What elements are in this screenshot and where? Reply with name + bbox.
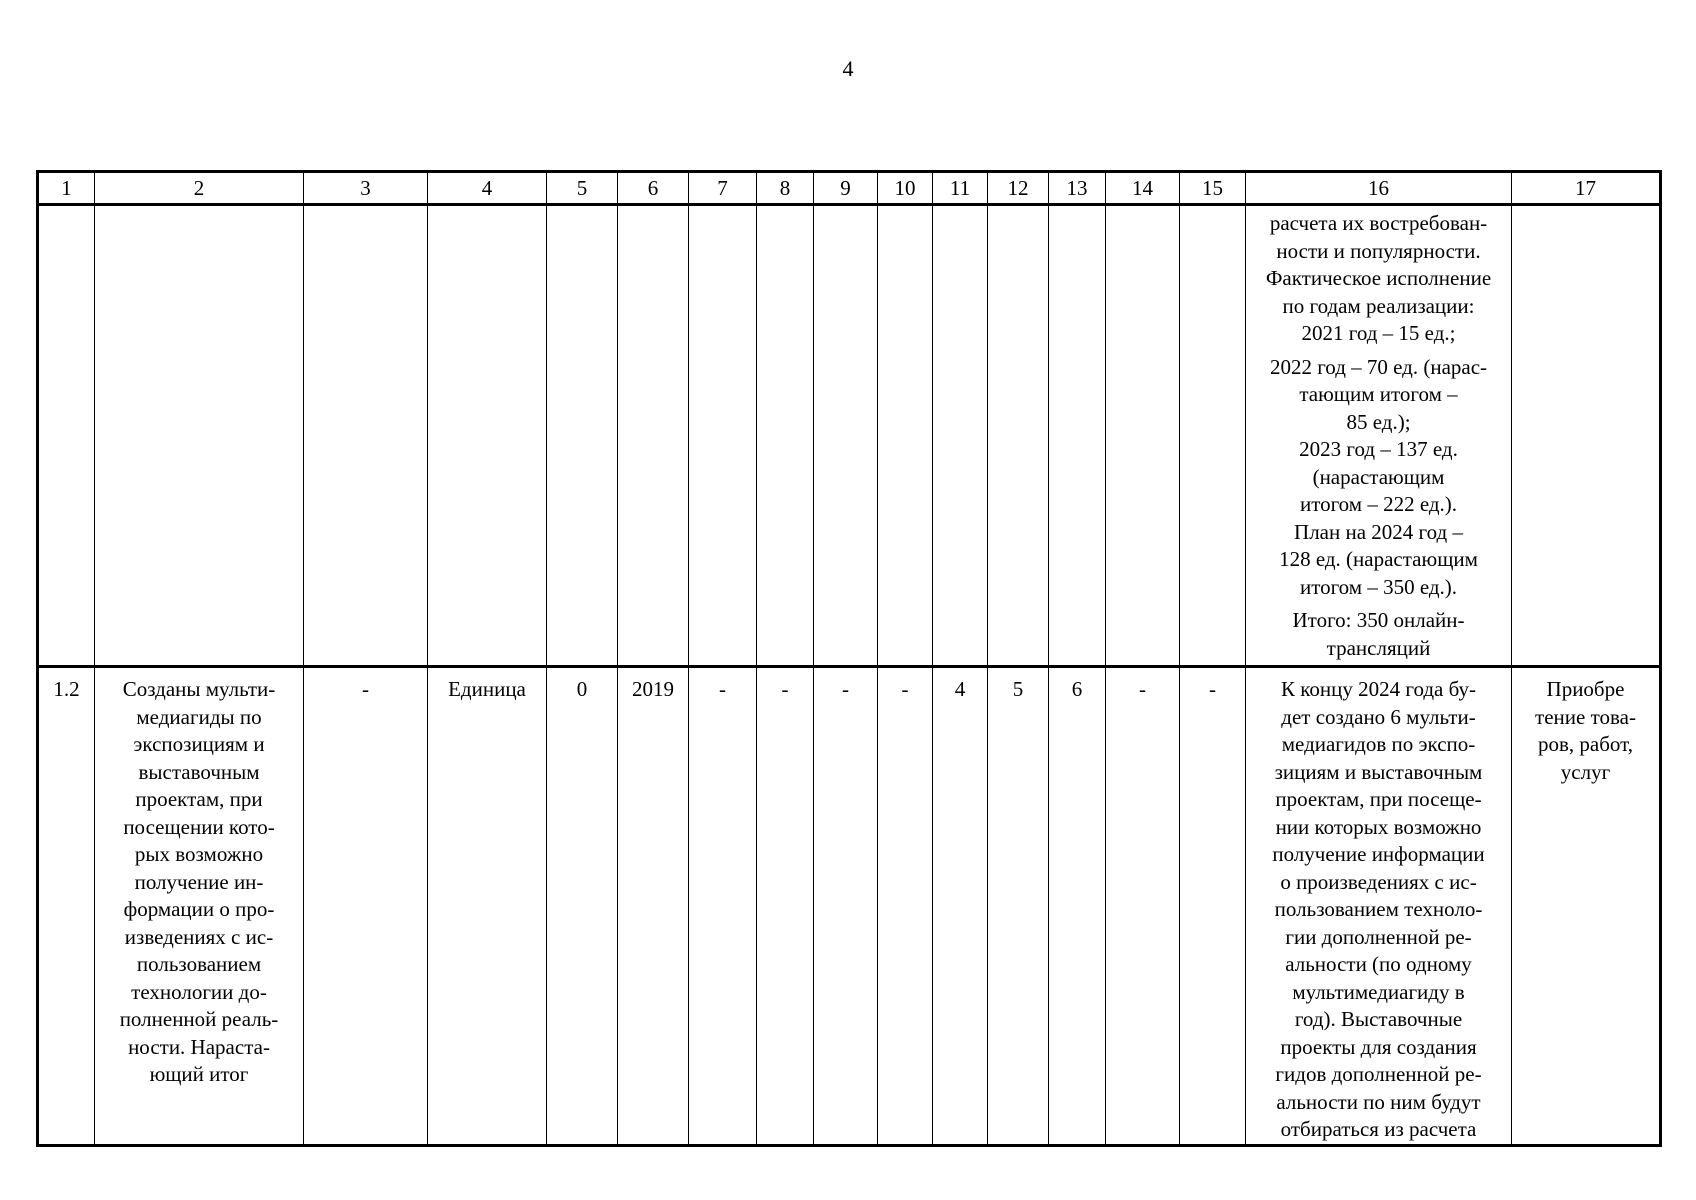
text-line: План на 2024 год –	[1294, 519, 1463, 544]
text-line: альности (по одному	[1285, 952, 1472, 976]
text-line: пользованием	[136, 952, 262, 976]
text-line: ющий итог	[149, 1062, 249, 1086]
text-line: проектам, при посеще-	[1275, 787, 1482, 811]
text-line: проектам, при	[135, 787, 263, 811]
text-line: дет создано 6 мульти-	[1281, 704, 1476, 729]
text-line: 2023 год – 137 ед.	[1299, 437, 1458, 461]
text-line: 85 ед.);	[1346, 409, 1411, 434]
table-cell	[1180, 205, 1246, 667]
description-cell	[1246, 667, 1512, 1146]
text-line: посещении кото-	[123, 814, 275, 839]
page-number: 4	[842, 56, 854, 81]
table-cell: -	[689, 667, 757, 1146]
table-cell	[814, 205, 878, 667]
table-cell	[878, 205, 933, 667]
text-line: услуг	[1560, 759, 1611, 784]
table-cell	[618, 205, 689, 667]
column-header: 4	[428, 172, 547, 205]
text-line: гидов дополненной ре-	[1275, 1062, 1482, 1086]
table-cell: -	[304, 667, 428, 1146]
unit-cell: Единица	[428, 667, 547, 1146]
text-line: тение това-	[1535, 704, 1636, 729]
text-line: ности. Нараста-	[128, 1034, 270, 1059]
column-header: 13	[1049, 172, 1106, 205]
description-cell	[1246, 205, 1512, 667]
text-line: Созданы мульти-	[122, 677, 276, 701]
table-cell: -	[1106, 667, 1180, 1146]
text-line: полненной реаль-	[119, 1007, 279, 1031]
column-header: 15	[1180, 172, 1246, 205]
text-line: отбираться из расчета	[1280, 1117, 1477, 1141]
text-line: медиагидов по экспо-	[1281, 732, 1476, 756]
table-cell	[1512, 205, 1661, 667]
table-cell	[95, 205, 304, 667]
table-cell	[428, 205, 547, 667]
text-line: получение информации	[1272, 842, 1485, 866]
table-cell	[689, 205, 757, 667]
text-line: трансляций	[1326, 635, 1431, 660]
text-line: о произведениях с ис-	[1280, 869, 1477, 894]
column-header: 5	[547, 172, 618, 205]
table-cell: -	[757, 667, 814, 1146]
column-header: 1	[38, 172, 95, 205]
column-header: 9	[814, 172, 878, 205]
row-number-cell: 1.2	[38, 667, 95, 1146]
text-line: Итого: 350 онлайн-	[1292, 608, 1465, 632]
table-cell	[1106, 205, 1180, 667]
indicator-name-cell	[95, 667, 304, 1146]
text-line: нии которых возможно	[1275, 814, 1482, 839]
text-line: по годам реализации:	[1282, 293, 1475, 318]
text-line: итогом – 350 ед.).	[1299, 574, 1458, 599]
column-header: 10	[878, 172, 933, 205]
column-number-row	[38, 172, 1661, 205]
text-line: К концу 2024 года бу-	[1281, 677, 1476, 701]
text-line: 128 ед. (нарастающим	[1279, 547, 1478, 571]
text-line: (нарастающим	[1312, 464, 1445, 489]
table-cell: 5	[988, 667, 1049, 1146]
text-line: 2021 год – 15 ед.;	[1301, 321, 1456, 345]
table-cell	[933, 205, 988, 667]
text-line: зициям и выставочным	[1274, 759, 1483, 784]
text-line: расчета их востребован-	[1269, 211, 1488, 235]
table-cell: 4	[933, 667, 988, 1146]
table-cell	[304, 205, 428, 667]
text-line: Фактическое исполнение	[1265, 266, 1492, 290]
text-line: изведениях с ис-	[124, 924, 274, 949]
column-header: 11	[933, 172, 988, 205]
column-header: 6	[618, 172, 689, 205]
column-header: 16	[1246, 172, 1512, 205]
text-line: 2022 год – 70 ед. (нарас-	[1269, 354, 1488, 379]
table-cell: -	[1180, 667, 1246, 1146]
data-table	[36, 170, 1662, 1147]
table-cell: -	[814, 667, 878, 1146]
table-cell: 6	[1049, 667, 1106, 1146]
text-line: проекты для создания	[1280, 1034, 1477, 1059]
table-cell	[757, 205, 814, 667]
table-cell	[547, 205, 618, 667]
text-line: мультимедиагиду в	[1292, 979, 1465, 1004]
text-line: тающим итогом –	[1299, 382, 1458, 406]
text-line: пользованием техноло-	[1274, 897, 1483, 921]
text-line: получение ин-	[134, 869, 264, 894]
table-cell	[988, 205, 1049, 667]
text-line: ности и популярности.	[1276, 238, 1481, 263]
text-line: год). Выставочные	[1294, 1007, 1463, 1031]
column-header: 17	[1512, 172, 1661, 205]
text-line: выставочным	[138, 759, 260, 784]
column-header: 7	[689, 172, 757, 205]
table-cell: -	[878, 667, 933, 1146]
column-header: 12	[988, 172, 1049, 205]
text-line: экспозициям и	[133, 732, 265, 756]
text-line: рых возможно	[134, 842, 264, 866]
column-header: 2	[95, 172, 304, 205]
base-value-cell: 0	[547, 667, 618, 1146]
table-row-continued	[38, 205, 1661, 667]
text-line: альности по ним будут	[1276, 1089, 1481, 1114]
column-header: 8	[757, 172, 814, 205]
text-line: медиагиды по	[136, 704, 262, 729]
text-line: ров, работ,	[1538, 732, 1633, 756]
column-header: 14	[1106, 172, 1180, 205]
text-line: технологии до-	[131, 979, 267, 1004]
table-cell	[1049, 205, 1106, 667]
table-row-1-2	[38, 667, 1661, 1146]
base-year-cell: 2019	[618, 667, 689, 1146]
text-line: итогом – 222 ед.).	[1299, 492, 1458, 516]
text-line: гии дополненной ре-	[1285, 924, 1472, 949]
funding-type-cell	[1512, 667, 1661, 1146]
table-cell	[38, 205, 95, 667]
text-line: формации о про-	[123, 897, 275, 921]
column-header: 3	[304, 172, 428, 205]
text-line: Приобре	[1546, 677, 1625, 701]
